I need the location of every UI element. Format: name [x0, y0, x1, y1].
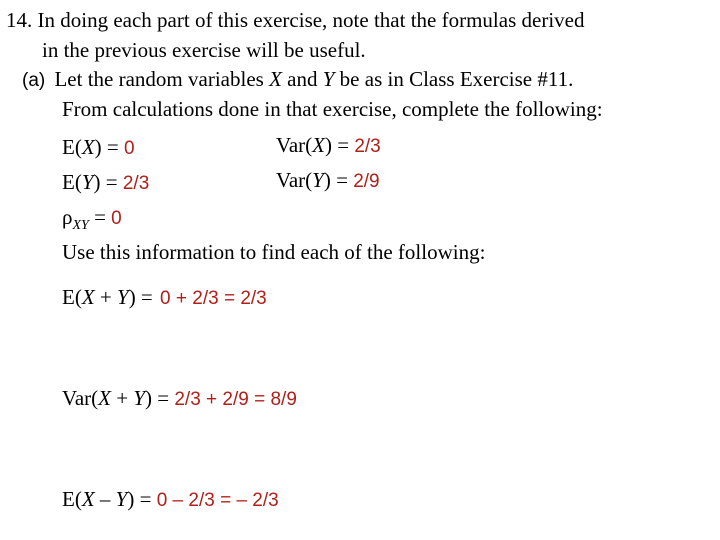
e-diff-answer: 0 – 2/3 = – 2/3 — [156, 490, 279, 511]
part-a-text-2: From calculations done in that exercise, complete the following: — [62, 97, 603, 121]
var-sum-label: Var(X + Y) = — [62, 386, 170, 410]
var-sum-answer: 2/3 + 2/9 = 8/9 — [174, 389, 297, 410]
ex-label: E(X) = — [62, 135, 119, 159]
ey-answer: 2/3 — [122, 173, 150, 194]
varx-label: Var(X) = — [276, 133, 350, 157]
rho-row — [62, 205, 122, 233]
vary-answer: 2/9 — [353, 171, 380, 192]
rho-subscript: XY — [72, 218, 89, 233]
e-diff-label: E(X – Y) = — [62, 487, 152, 511]
ex-row — [62, 135, 135, 161]
ey-label: E(Y) = — [62, 170, 118, 194]
varx-row — [276, 133, 381, 159]
problem-number: 14. — [6, 8, 33, 32]
e-sum-row — [62, 285, 267, 311]
part-a-text-1: Let the random variables X and Y be as in Class Exercise #11. — [54, 67, 574, 91]
ex-answer: 0 — [124, 138, 135, 159]
vary-row — [276, 168, 380, 194]
e-sum-label: E(X + Y) = — [62, 285, 153, 309]
varx-answer: 2/3 — [354, 136, 381, 157]
part-a-line-1 — [22, 67, 573, 93]
rho-symbol: ρ — [62, 205, 73, 229]
e-sum-answer: 0 + 2/3 = 2/3 — [160, 288, 267, 309]
problem-line-2 — [42, 38, 366, 62]
problem-line-1 — [6, 8, 584, 32]
vary-label: Var(Y) = — [276, 168, 348, 192]
e-diff-row — [62, 487, 279, 513]
ey-row — [62, 170, 149, 196]
problem-text-2: in the previous exercise will be useful. — [42, 38, 366, 62]
instruction-line — [62, 240, 485, 264]
rho-equals: = — [94, 205, 106, 229]
problem-text-1: In doing each part of this exercise, note that the formulas derived — [37, 8, 585, 32]
part-a-label: (a) — [22, 70, 46, 91]
instruction-text: Use this information to find each of the following: — [62, 240, 486, 264]
var-sum-row — [62, 386, 297, 412]
part-a-line-2 — [62, 97, 603, 121]
rho-answer: 0 — [111, 208, 122, 229]
